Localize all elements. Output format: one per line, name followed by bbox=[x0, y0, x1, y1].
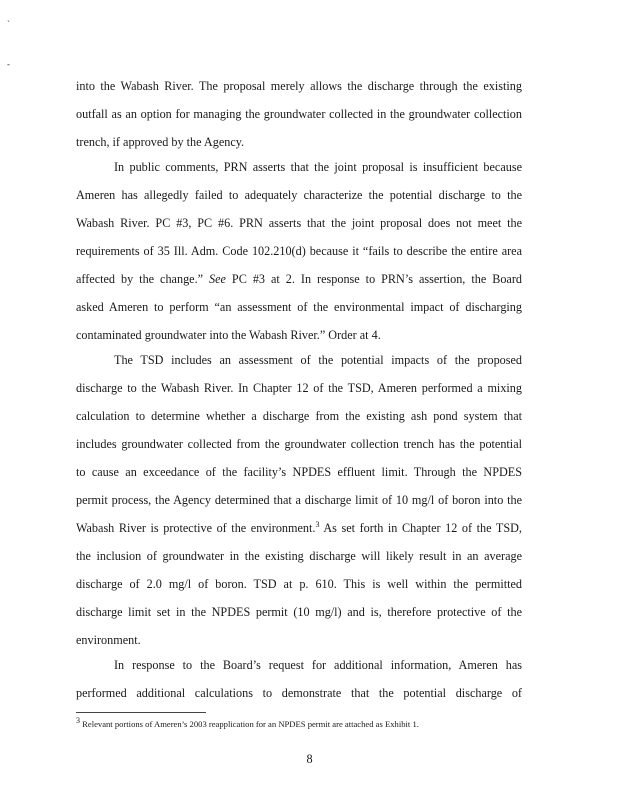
text-run: PC #3 at 2. In response to PRN’s assertion, the Board bbox=[225, 272, 522, 286]
corner-mark-top: ` bbox=[7, 19, 10, 29]
text-line: trench, if approved by the Agency. bbox=[76, 135, 245, 149]
text-line: asked Ameren to perform “an assessment of the environmental impact of discharging bbox=[76, 300, 522, 314]
text-line: to cause an exceedance of the facility’s NPDES effluent limit. Through the NPDES bbox=[76, 465, 522, 479]
text-line: discharge limit set in the NPDES permit (10 mg/l) and is, therefore protective of the bbox=[76, 605, 522, 619]
text-run: affected by the change.” bbox=[76, 272, 210, 286]
corner-mark-bottom: - bbox=[7, 59, 10, 69]
paragraph-first-line: The TSD includes an assessment of the potential impacts of the proposed bbox=[114, 353, 522, 367]
text-line: outfall as an option for managing the groundwater collected in the groundwater collection bbox=[76, 107, 522, 121]
text-line bbox=[76, 272, 522, 286]
text-line: environment. bbox=[76, 633, 141, 647]
text-line: calculation to determine whether a discharge from the existing ash pond system that bbox=[76, 409, 522, 423]
footnote-reference: 3 bbox=[315, 519, 320, 529]
page-number: 8 bbox=[306, 752, 313, 766]
text-line: discharge to the Wabash River. In Chapter 12 of the TSD, Ameren performed a mixing bbox=[76, 381, 522, 395]
text-run: Wabash River is protective of the environment. bbox=[76, 521, 316, 535]
paragraph-first-line: In response to the Board’s request for additional information, Ameren has bbox=[114, 658, 522, 672]
footnote-divider bbox=[76, 712, 206, 713]
text-line: Ameren has allegedly failed to adequately characterize the potential discharge to the bbox=[76, 188, 522, 202]
text-line: permit process, the Agency determined that a discharge limit of 10 mg/l of boron into the bbox=[76, 493, 522, 507]
text-line: discharge of 2.0 mg/l of boron. TSD at p. 610. This is well within the permitted bbox=[76, 577, 522, 591]
footnote-text: Relevant portions of Ameren’s 2003 reapplication for an NPDES permit are attached as Exhibit 1. bbox=[80, 719, 419, 729]
text-line: the inclusion of groundwater in the existing discharge will likely result in an average bbox=[76, 549, 522, 563]
text-line: requirements of 35 Ill. Adm. Code 102.210(d) because it “fails to describe the entire area bbox=[76, 244, 522, 258]
text-run: As set forth in Chapter 12 of the TSD, bbox=[319, 521, 522, 535]
text-line: performed additional calculations to demonstrate that the potential discharge of bbox=[76, 686, 522, 700]
footnote-marker: 3 bbox=[76, 716, 80, 726]
text-line: into the Wabash River. The proposal merely allows the discharge through the existing bbox=[76, 79, 522, 93]
paragraph-first-line: In public comments, PRN asserts that the joint proposal is insufficient because bbox=[114, 160, 522, 174]
text-line: includes groundwater collected from the groundwater collection trench has the potential bbox=[76, 437, 522, 451]
text-line: Wabash River. PC #3, PC #6. PRN asserts that the joint proposal does not meet the bbox=[76, 216, 522, 230]
footnote bbox=[76, 716, 419, 730]
see-signal-italic: See bbox=[209, 272, 226, 286]
text-line bbox=[76, 521, 522, 535]
text-line: contaminated groundwater into the Wabash River.” Order at 4. bbox=[76, 328, 381, 342]
